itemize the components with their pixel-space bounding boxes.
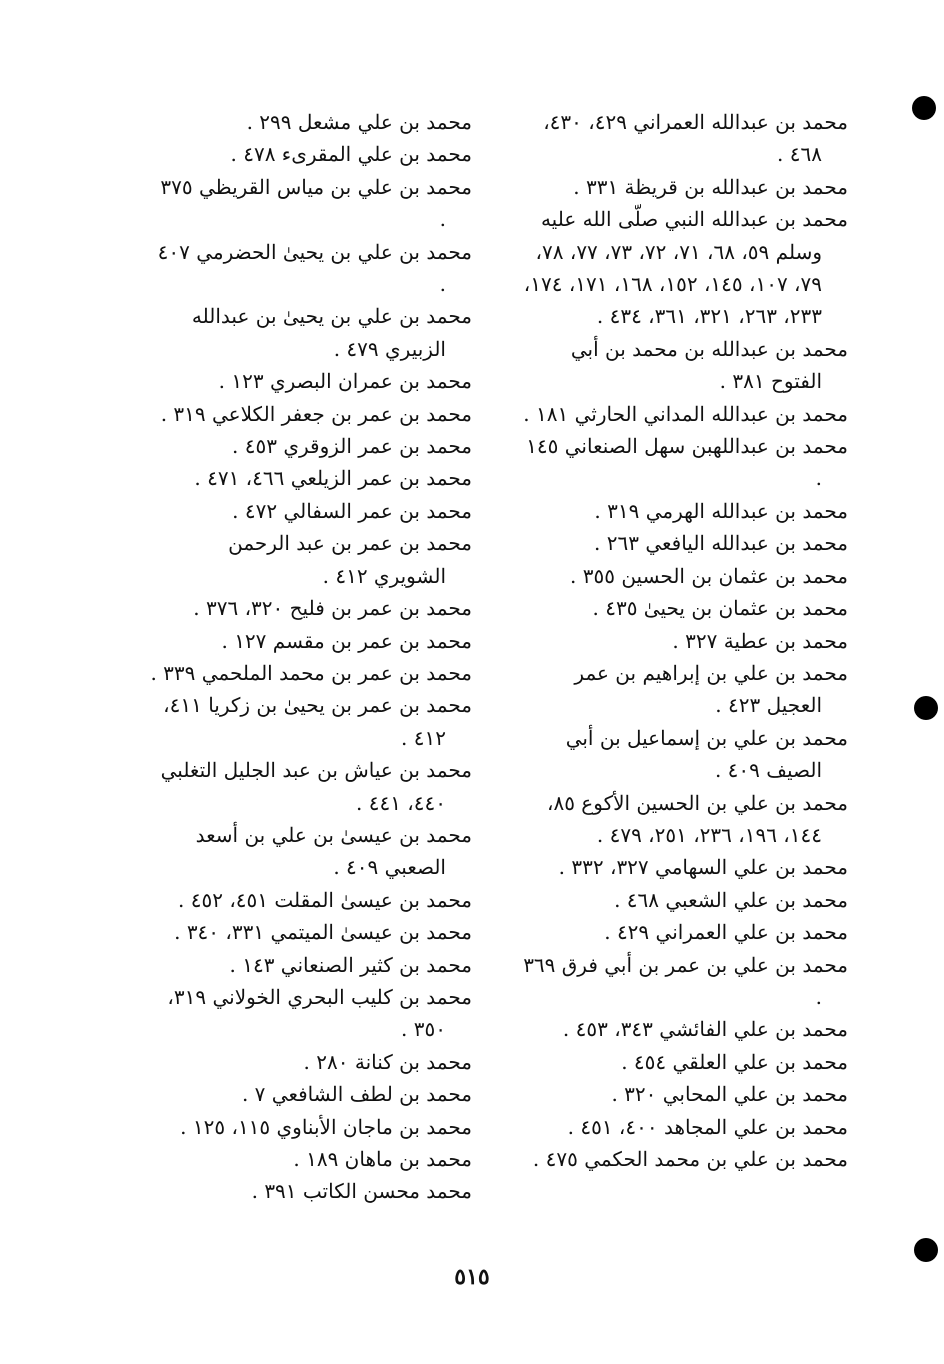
index-entry: محمد بن عمر السفالي ٤٧٢ .: [232, 498, 472, 523]
index-entry: محمد بن علي بن عمر بن أبي فرق ٣٦٩ .: [523, 952, 848, 1009]
index-entry: محمد بن علي بن الحسين الأكوع ٨٥، ١٤٤، ١٩٦، ٢٣٦، ٢٥١، ٤٧٩ .: [547, 790, 848, 847]
index-entry: محمد بن علي العمراني ٤٢٩ .: [604, 920, 848, 945]
index-entry: محمد بن كنانة ٢٨٠ .: [303, 1049, 472, 1074]
index-entry: محمد محسن الكاتب ٣٩١ .: [251, 1179, 472, 1204]
index-entry: محمد بن ماهان ١٨٩ .: [293, 1147, 472, 1171]
index-column-right: [520, 106, 848, 1175]
index-entry: محمد بن عبدالله الهرمي ٣١٩ .: [594, 498, 848, 523]
index-entry: محمد بن كليب البحري الخولاني ٣١٩، ٣٥٠ .: [167, 984, 472, 1042]
index-entry: محمد بن عمر الزوقري ٤٥٣ .: [232, 434, 472, 459]
index-entry: محمد بن عمر بن جعفر الكلاعي ٣١٩ .: [160, 401, 472, 426]
index-entry: محمد بن علي المجاهد ٤٠٠، ٤٥١ .: [567, 1114, 848, 1139]
index-entry: محمد بن علي بن إسماعيل بن أبي الصيف ٤٠٩ .: [565, 725, 848, 783]
index-entry: محمد بن عبدالله بن محمد بن أبي الفتوح ٣٨١ .: [570, 336, 848, 394]
index-entry: محمد بن عيسىٰ بن علي بن أسعد الصعبي ٤٠٩ .: [195, 822, 472, 880]
binding-hole-dot: [914, 696, 938, 720]
index-entry: محمد بن علي المحابي ٣٢٠ .: [611, 1082, 848, 1107]
index-entry: محمد بن عبدالله اليافعي ٢٦٣ .: [594, 531, 848, 556]
index-entry: محمد بن علي بن إبراهيم بن عمر العجيل ٤٢٣ .: [574, 660, 848, 718]
index-entry: محمد بن عمر بن يحيىٰ بن زكريا ٤١١، ٤١٢ .: [163, 693, 472, 750]
index-entry: محمد بن عمر الزيلعي ٤٦٦، ٤٧١ .: [194, 466, 472, 491]
index-entry: محمد بن كثير الصنعاني ١٤٣ .: [229, 952, 472, 977]
index-entry: محمد بن عياش بن عبد الجليل التغلبي ٤٤٠، ٤٤١ .: [160, 758, 472, 815]
index-entry: محمد بن علي بن محمد الحكمي ٤٧٥ .: [532, 1147, 848, 1171]
index-entry: محمد بن عبدالله النبي صلّى الله عليه وسلم ٥٩، ٦٨، ٧١، ٧٢، ٧٣، ٧٧، ٧٨، ٧٩، ١٠٧، ١٤٥، ١٥٢، ١٦٨، ١٧١، ١٧٤، ٢٣٣، ٢٦٣، ٣٢١، ٣٦١، ٤٣٤ .: [523, 207, 848, 329]
index-entry: محمد بن لطف الشافعي ٧ .: [241, 1082, 472, 1107]
index-entry: محمد بن عيسىٰ المقلت ٤٥١، ٤٥٢ .: [178, 887, 472, 912]
index-entry: محمد بن علي بن يحيىٰ الحضرمي ٤٠٧ .: [157, 239, 472, 297]
index-entry: محمد بن علي العلقي ٤٥٤ .: [621, 1049, 848, 1074]
index-entry: محمد بن عمران البصري ١٢٣ .: [218, 369, 472, 394]
index-entry: محمد بن علي بن مياس القريظي ٣٧٥ .: [160, 174, 472, 232]
index-entry: محمد بن علي الشعبي ٤٦٨ .: [614, 887, 848, 912]
index-entry: محمد بن علي مشعل ٢٩٩ .: [246, 110, 472, 134]
page-number: ٥١٥: [454, 1264, 490, 1290]
index-entry: محمد بن عطية ٣٢٧ .: [672, 628, 848, 653]
index-entry: محمد بن علي بن يحيىٰ بن عبدالله الزبيري ٤٧٩ .: [191, 304, 472, 361]
index-entry: محمد بن عمر بن محمد الملحمي ٣٣٩ .: [150, 660, 472, 685]
index-entry: محمد بن عبدالله بن قريظة ٣٣١ .: [573, 174, 848, 199]
index-entry: محمد بن عيسىٰ الميتمي ٣٣١، ٣٤٠ .: [174, 920, 472, 945]
index-entry: محمد بن عبدالله العمراني ٤٢٩، ٤٣٠، ٤٦٨ .: [543, 110, 848, 167]
index-entry: محمد بن عبداللهبن سهل الصنعاني ١٤٥ .: [526, 434, 848, 491]
index-entry: محمد بن عبدالله المداني الحارثي ١٨١ .: [523, 401, 848, 426]
index-column-left: [150, 106, 472, 1208]
index-entry: محمد بن ماجان الأبناوي ١١٥، ١٢٥ .: [180, 1114, 472, 1139]
index-entry: محمد بن علي المقرىء ٤٧٨ .: [230, 142, 472, 167]
index-entry: محمد بن علي السهامي ٣٢٧، ٣٣٢ .: [558, 855, 848, 880]
index-entry: محمد بن عثمان بن الحسين ٣٥٥ .: [570, 563, 848, 588]
index-entry: محمد بن عمر بن مقسم ١٢٧ .: [221, 628, 472, 653]
binding-hole-dot: [914, 1238, 938, 1262]
index-entry: محمد بن علي الفائشي ٣٤٣، ٤٥٣ .: [562, 1017, 848, 1042]
binding-hole-dot: [912, 96, 936, 120]
index-entry: محمد بن عثمان بن يحيىٰ ٤٣٥ .: [592, 596, 848, 621]
index-entry: محمد بن عمر بن فليح ٣٢٠، ٣٧٦ .: [193, 596, 472, 621]
index-entry: محمد بن عمر بن عبد الرحمن الشويري ٤١٢ .: [228, 531, 472, 588]
